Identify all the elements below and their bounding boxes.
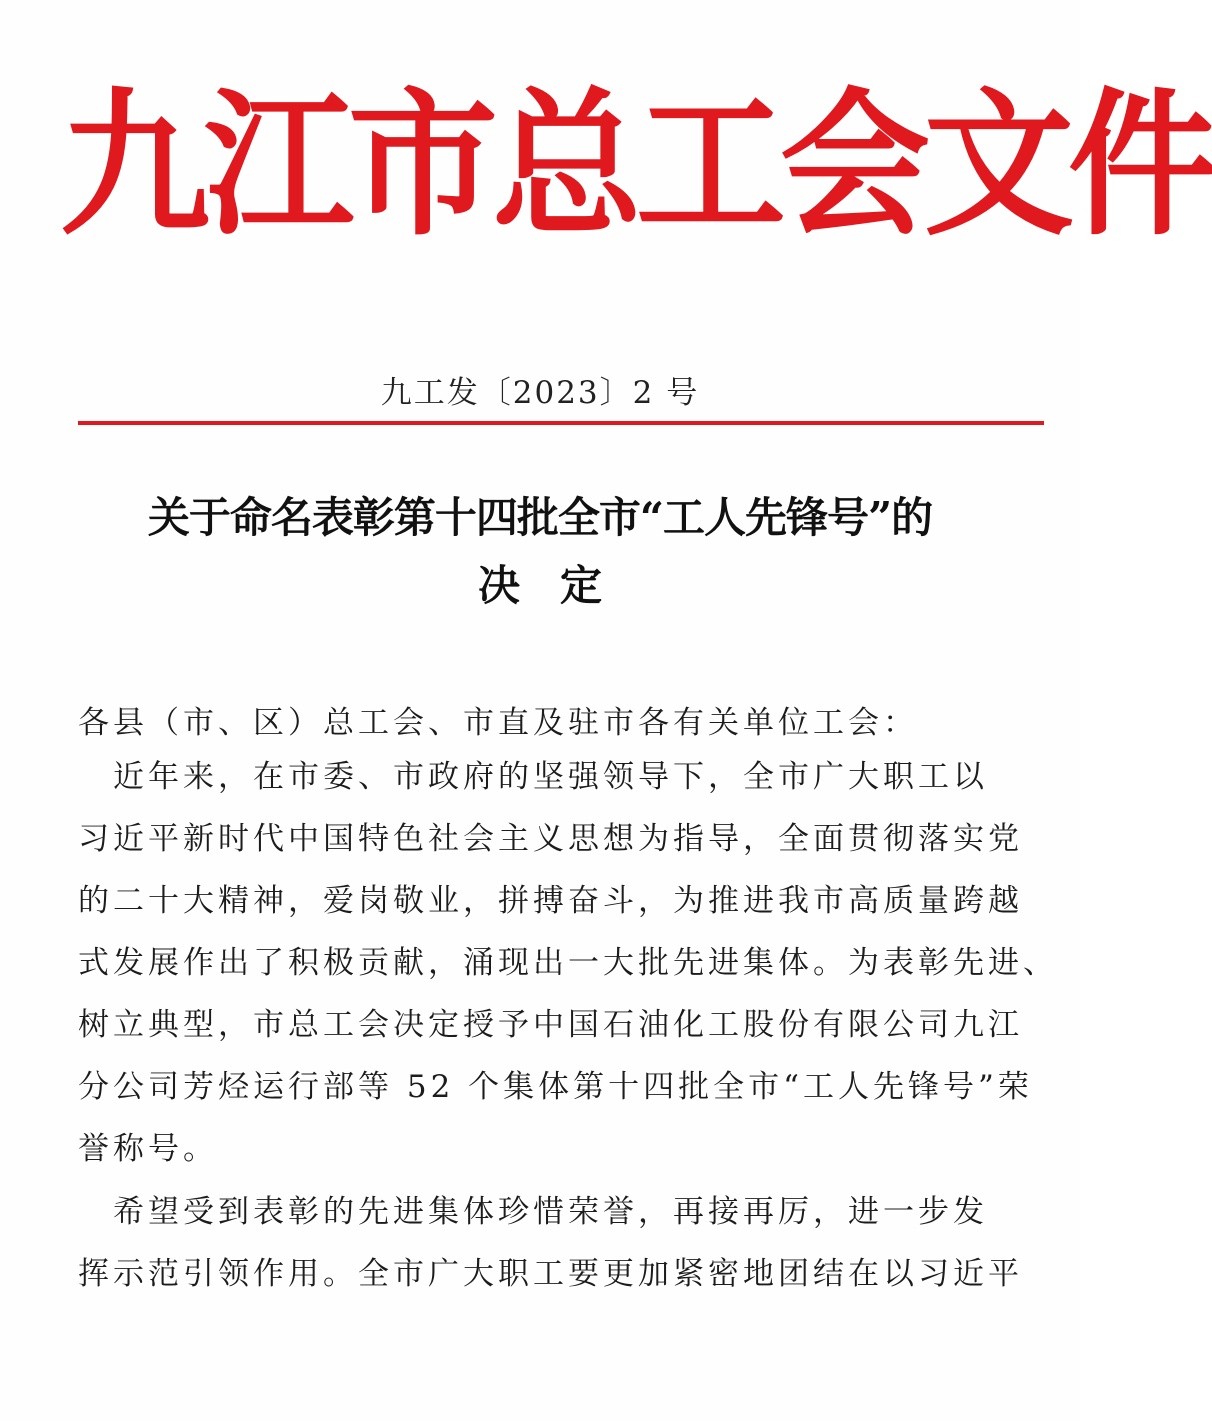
paragraph-line: 的二十大精神，爱岗敬业，拼搏奋斗，为推进我市高质量跨越 [78, 883, 1023, 919]
paragraph-line: 习近平新时代中国特色社会主义思想为指导，全面贯彻落实党 [78, 821, 1023, 857]
paragraph-line: 希望受到表彰的先进集体珍惜荣誉，再接再厉，进一步发 [78, 1194, 988, 1230]
document-number: 九工发〔2023〕2 号 [380, 375, 700, 411]
document-title-line-1: 关于命名表彰第十四批全市“工人先锋号”的 [147, 493, 933, 542]
paragraph-line: 树立典型，市总工会决定授予中国石油化工股份有限公司九江 [78, 1007, 1023, 1043]
red-divider [78, 421, 1044, 425]
paragraph-line: 誉称号。 [78, 1131, 218, 1167]
paragraph-line: 挥示范引领作用。全市广大职工要更加紧密地团结在以习近平 [78, 1256, 1023, 1292]
document-masthead: 九江市总工会文件 [60, 72, 1212, 258]
paragraph-line: 式发展作出了积极贡献，涌现出一大批先进集体。为表彰先进、 [78, 945, 1058, 981]
salutation [78, 692, 1038, 754]
body-paragraph-1 [78, 746, 1058, 1180]
salutation-text: 各县（市、区）总工会、市直及驻市各有关单位工会： [78, 705, 918, 741]
paragraph-line: 近年来，在市委、市政府的坚强领导下，全市广大职工以 [78, 759, 988, 795]
body-paragraph-2 [78, 1181, 1038, 1305]
document-title-line-2: 决定 [477, 561, 642, 610]
paragraph-line: 分公司芳烃运行部等 52 个集体第十四批全市“工人先锋号”荣 [78, 1069, 1033, 1105]
